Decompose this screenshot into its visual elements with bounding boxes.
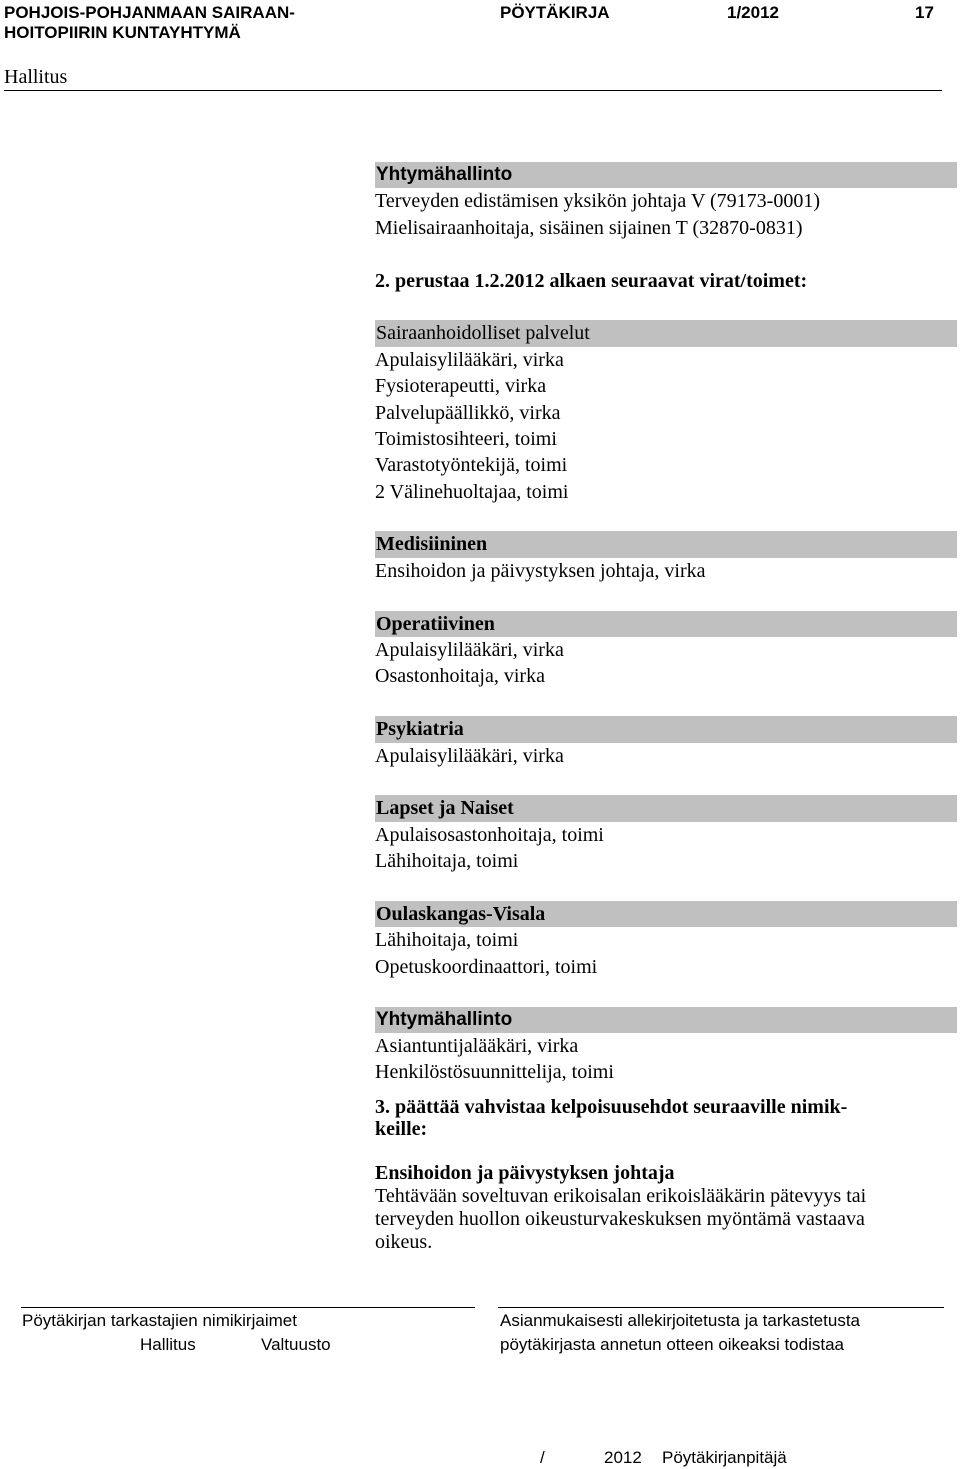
section-heading: Medisiininen	[375, 531, 957, 557]
decision-3	[375, 1096, 957, 1140]
list-item: Toimistosihteeri, toimi	[375, 427, 557, 450]
section-heading: Operatiivinen	[375, 611, 957, 637]
intro-section	[375, 162, 957, 241]
list-item: Apulaisylilääkäri, virka	[375, 639, 564, 662]
certification-line-1: Asianmukaisesti allekirjoitetusta ja tarkastetusta	[500, 1311, 860, 1330]
organization-name	[4, 3, 295, 43]
certification-line-2: pöytäkirjasta annetun otteen oikeaksi todistaa	[500, 1335, 845, 1354]
section-heading: Yhtymähallinto	[375, 162, 957, 188]
decision-3-line-2: keille:	[375, 1117, 428, 1140]
date-slash: /	[540, 1448, 545, 1467]
minutes-content	[375, 162, 957, 1254]
qualification-line: Tehtävään soveltuvan erikoisalan erikoislääkärin pätevyys tai	[375, 1184, 867, 1207]
list-item: Opetuskoordinaattori, toimi	[375, 955, 598, 978]
inspectors-initials-label: Pöytäkirjan tarkastajien nimikirjaimet	[22, 1311, 297, 1330]
list-item: Henkilöstösuunnittelija, toimi	[375, 1061, 614, 1084]
date-year: 2012	[604, 1448, 642, 1467]
list-item: Lähihoitaja, toimi	[375, 929, 519, 952]
list-item: Varastotyöntekijä, toimi	[375, 454, 568, 477]
section-operatiivinen	[375, 611, 957, 690]
list-item: Ensihoidon ja päivystyksen johtaja, virka	[375, 559, 706, 582]
section-oulaskangas-visala	[375, 901, 957, 980]
section-heading: Sairaanhoidolliset palvelut	[375, 320, 957, 346]
list-item: 2 Välinehuoltajaa, toimi	[375, 480, 569, 503]
initials-column-valtuusto: Valtuusto	[261, 1335, 331, 1354]
decision-3-line-1: 3. päättää vahvistaa kelpoisuusehdot seuraaville nimik-	[375, 1095, 848, 1118]
qualification-line: oikeus.	[375, 1230, 433, 1253]
list-item: Asiantuntijalääkäri, virka	[375, 1034, 579, 1057]
list-item: Apulaisylilääkäri, virka	[375, 744, 564, 767]
section-psykiatria	[375, 716, 957, 769]
organization-line-2: HOITOPIIRIN KUNTAYHTYMÄ	[4, 23, 241, 42]
list-item: Osastonhoitaja, virka	[375, 665, 545, 688]
list-item: Mielisairaanhoitaja, sisäinen sijainen T (32870-0831)	[375, 216, 803, 239]
governing-body: Hallitus	[4, 66, 68, 88]
section-sairaanhoidolliset	[375, 320, 957, 505]
initials-column-hallitus: Hallitus	[140, 1335, 196, 1354]
section-heading: Psykiatria	[375, 716, 957, 742]
section-medisiininen	[375, 531, 957, 584]
section-lapset-ja-naiset	[375, 795, 957, 874]
footer-divider-left	[21, 1307, 475, 1308]
decision-2-text: 2. perustaa 1.2.2012 alkaen seuraavat virat/toimet:	[375, 269, 808, 292]
list-item: Apulaisylilääkäri, virka	[375, 348, 564, 371]
section-heading: Yhtymähallinto	[375, 1007, 957, 1033]
organization-line-1: POHJOIS-POHJANMAAN SAIRAAN-	[4, 3, 295, 22]
list-item: Palvelupäällikkö, virka	[375, 401, 561, 424]
list-item: Apulaisosastonhoitaja, toimi	[375, 823, 604, 846]
list-item: Fysioterapeutti, virka	[375, 375, 547, 398]
list-item: Terveyden edistämisen yksikön johtaja V (79173-0001)	[375, 190, 820, 213]
section-heading: Oulaskangas-Visala	[375, 901, 957, 927]
signer-title: Pöytäkirjanpitäjä	[662, 1448, 787, 1467]
qualification-block	[375, 1162, 957, 1254]
document-number: 1/2012	[727, 3, 779, 22]
document-type: PÖYTÄKIRJA	[500, 3, 610, 22]
page-number: 17	[915, 3, 934, 22]
section-yhtymahallinto	[375, 1007, 957, 1086]
list-item: Lähihoitaja, toimi	[375, 850, 519, 873]
qualification-line: terveyden huollon oikeusturvakeskuksen myöntämä vastaava	[375, 1207, 865, 1230]
qualification-title: Ensihoidon ja päivystyksen johtaja	[375, 1161, 675, 1184]
header-divider	[4, 90, 942, 91]
footer-divider-right	[498, 1307, 944, 1308]
section-heading: Lapset ja Naiset	[375, 795, 957, 821]
